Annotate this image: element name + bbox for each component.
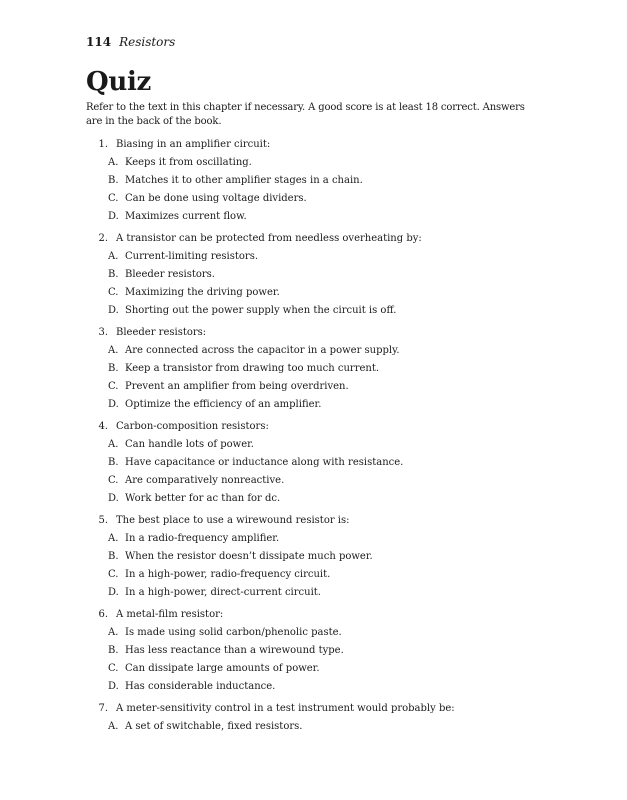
question-number-gap — [108, 512, 116, 530]
answer-choice — [86, 266, 536, 284]
question-4 — [86, 418, 536, 508]
choice-text: Keep a transistor from drawing too much current. — [125, 363, 380, 374]
question-1 — [86, 136, 536, 226]
choice-letter: D. — [108, 305, 119, 316]
answer-choice — [86, 154, 536, 172]
choice-letter: A. — [108, 251, 119, 262]
choice-text: Prevent an amplifier from being overdriven. — [125, 381, 349, 392]
answer-choice — [86, 396, 536, 414]
choice-text: Current-limiting resistors. — [125, 251, 259, 262]
question-number-gap — [108, 418, 116, 436]
choice-text: Are connected across the capacitor in a power supply. — [125, 345, 400, 356]
question-number: 5. — [98, 515, 108, 526]
choice-text: Can be done using voltage dividers. — [125, 193, 307, 204]
choice-letter: A. — [108, 721, 119, 732]
question-number: 6. — [98, 609, 108, 620]
question-2 — [86, 230, 536, 320]
choice-letter: A. — [108, 345, 119, 356]
page-title: Quiz — [86, 67, 151, 97]
question-number-gap — [108, 136, 116, 154]
question-text: The best place to use a wirewound resistor is: — [116, 515, 350, 526]
choice-letter: D. — [108, 211, 119, 222]
question-text: A transistor can be protected from needless overheating by: — [116, 233, 422, 244]
question-number-gap — [108, 230, 116, 248]
answer-choice — [86, 642, 536, 660]
choice-letter: B. — [108, 363, 119, 374]
answer-choice — [86, 248, 536, 266]
answer-choice — [86, 548, 536, 566]
answer-choice — [86, 566, 536, 584]
answer-choice — [86, 454, 536, 472]
question-text: A metal-film resistor: — [116, 609, 224, 620]
question-number: 4. — [98, 421, 108, 432]
choice-text: Work better for ac than for dc. — [125, 493, 281, 504]
chapter-title: Resistors — [119, 35, 176, 49]
choice-letter: B. — [108, 457, 119, 468]
choice-letter: D. — [108, 681, 119, 692]
answer-choice — [86, 718, 536, 736]
question-stem — [86, 230, 536, 248]
question-number-gap — [108, 606, 116, 624]
choice-text: Has less reactance than a wirewound type. — [125, 645, 344, 656]
choice-letter: A. — [108, 439, 119, 450]
choice-letter: C. — [108, 193, 119, 204]
choice-letter: D. — [108, 587, 119, 598]
question-text: Bleeder resistors: — [116, 327, 207, 338]
choice-text: Have capacitance or inductance along with resistance. — [125, 457, 404, 468]
choice-letter: C. — [108, 381, 119, 392]
question-stem — [86, 512, 536, 530]
choice-letter: B. — [108, 645, 119, 656]
question-number: 2. — [98, 233, 108, 244]
question-stem — [86, 606, 536, 624]
choice-letter: D. — [108, 493, 119, 504]
page-number: 114 — [86, 35, 112, 49]
answer-choice — [86, 624, 536, 642]
choice-text: Keeps it from oscillating. — [125, 157, 252, 168]
answer-choice — [86, 436, 536, 454]
answer-choice — [86, 284, 536, 302]
question-text: Carbon-composition resistors: — [116, 421, 269, 432]
choice-letter: C. — [108, 475, 119, 486]
answer-choice — [86, 378, 536, 396]
choice-text: Optimize the efficiency of an amplifier. — [125, 399, 322, 410]
question-7 — [86, 700, 536, 736]
question-6 — [86, 606, 536, 696]
choice-letter: C. — [108, 663, 119, 674]
question-stem — [86, 418, 536, 436]
choice-text: A set of switchable, fixed resistors. — [125, 721, 303, 732]
answer-choice — [86, 660, 536, 678]
question-number: 7. — [98, 703, 108, 714]
answer-choice — [86, 678, 536, 696]
choice-text: Can dissipate large amounts of power. — [125, 663, 320, 674]
choice-letter: B. — [108, 175, 119, 186]
choice-text: In a high-power, radio-frequency circuit. — [125, 569, 331, 580]
choice-text: Matches it to other amplifier stages in a chain. — [125, 175, 363, 186]
answer-choice — [86, 360, 536, 378]
question-text: A meter-sensitivity control in a test instrument would probably be: — [116, 703, 455, 714]
question-5 — [86, 512, 536, 602]
answer-choice — [86, 472, 536, 490]
choice-text: In a high-power, direct-current circuit. — [125, 587, 321, 598]
choice-text: Bleeder resistors. — [125, 269, 215, 280]
choice-text: Shorting out the power supply when the circuit is off. — [125, 305, 397, 316]
answer-choice — [86, 490, 536, 508]
choice-letter: B. — [108, 551, 119, 562]
choice-letter: C. — [108, 569, 119, 580]
choice-letter: A. — [108, 533, 119, 544]
choice-letter: A. — [108, 627, 119, 638]
choice-text: Are comparatively nonreactive. — [125, 475, 285, 486]
running-head — [86, 34, 175, 50]
choice-letter: C. — [108, 287, 119, 298]
question-number-gap — [108, 700, 116, 718]
question-stem — [86, 136, 536, 154]
choice-letter: B. — [108, 269, 119, 280]
choice-text: Maximizing the driving power. — [125, 287, 280, 298]
question-number: 1. — [98, 139, 108, 150]
choice-text: When the resistor doesn’t dissipate much power. — [125, 551, 373, 562]
question-text: Biasing in an amplifier circuit: — [116, 139, 271, 150]
choice-text: In a radio-frequency amplifier. — [125, 533, 280, 544]
choice-letter: D. — [108, 399, 119, 410]
choice-text: Maximizes current flow. — [125, 211, 247, 222]
question-number-gap — [108, 324, 116, 342]
question-list — [86, 136, 536, 740]
choice-text: Has considerable inductance. — [125, 681, 276, 692]
answer-choice — [86, 584, 536, 602]
question-number: 3. — [98, 327, 108, 338]
answer-choice — [86, 302, 536, 320]
answer-choice — [86, 342, 536, 360]
choice-text: Can handle lots of power. — [125, 439, 254, 450]
answer-choice — [86, 208, 536, 226]
question-3 — [86, 324, 536, 414]
choice-text: Is made using solid carbon/phenolic paste. — [125, 627, 342, 638]
quiz-instructions: Refer to the text in this chapter if necessary. A good score is at least 18 correct. Answers are in the back of the book. — [86, 102, 525, 127]
question-stem — [86, 700, 536, 718]
answer-choice — [86, 190, 536, 208]
question-stem — [86, 324, 536, 342]
answer-choice — [86, 172, 536, 190]
answer-choice — [86, 530, 536, 548]
choice-letter: A. — [108, 157, 119, 168]
